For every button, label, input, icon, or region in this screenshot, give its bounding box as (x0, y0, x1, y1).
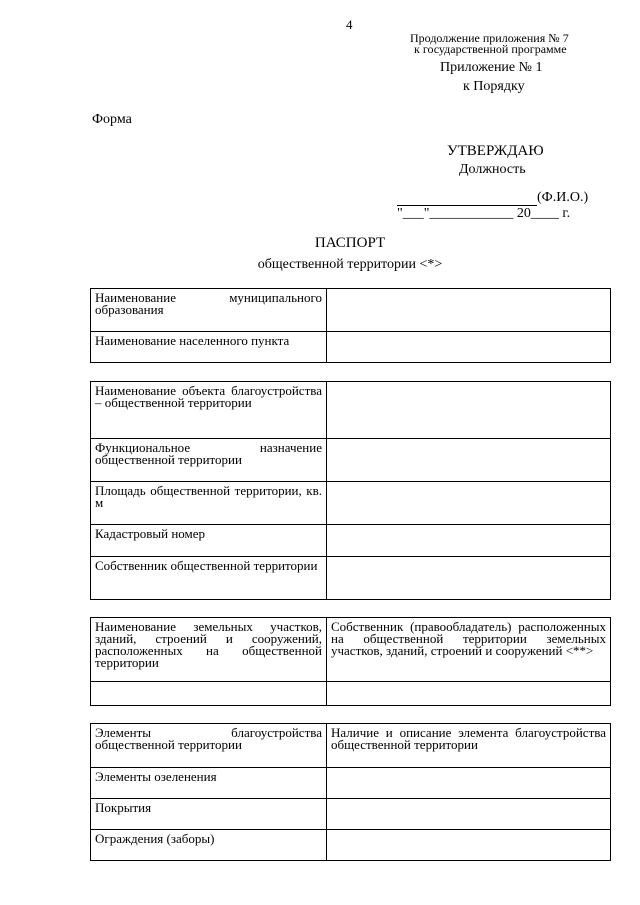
land-plots-table (90, 617, 611, 706)
row-label: Функциональное назначение общественной территории (91, 439, 327, 482)
row-value-field[interactable] (327, 557, 611, 600)
row-value-field[interactable] (327, 768, 611, 799)
appendix-title-line2: к Порядку (463, 79, 525, 94)
table-row (91, 332, 611, 363)
column-header: Собственник (правообладатель) расположенных на общественной территории земельных участков, зданий, строений и сооружений <**> (327, 618, 611, 682)
table-row (91, 557, 611, 600)
column-header: Элементы благоустройства общественной территории (91, 724, 327, 768)
appendix-title-line1: Приложение № 1 (440, 60, 543, 75)
table-row (91, 525, 611, 557)
row-label: Наименование населенного пункта (91, 332, 327, 363)
table-row (91, 439, 611, 482)
cell-field[interactable] (327, 682, 611, 706)
row-label: Собственник общественной территории (91, 557, 327, 600)
table-row (91, 830, 611, 861)
continuation-note-line1: Продолжение приложения № 7 (410, 31, 569, 45)
approval-fio-line (397, 190, 588, 206)
row-label: Наименование объекта благоустройства – общественной территории (91, 382, 327, 439)
row-label: Ограждения (заборы) (91, 830, 327, 861)
row-label: Покрытия (91, 799, 327, 830)
document-subtitle: общественной территории <*> (257, 257, 443, 272)
table-row (91, 382, 611, 439)
row-value-field[interactable] (327, 439, 611, 482)
improvement-elements-table (90, 723, 611, 861)
table-row (91, 482, 611, 525)
row-value-field[interactable] (327, 799, 611, 830)
approval-title: УТВЕРЖДАЮ (447, 143, 544, 159)
row-label: Элементы озеленения (91, 768, 327, 799)
page-number: 4 (346, 17, 353, 32)
signature-line (397, 192, 537, 206)
municipality-table (90, 288, 611, 363)
row-label: Наименование муниципального образования (91, 289, 327, 332)
document-title: ПАСПОРТ (314, 235, 386, 251)
table-row (91, 289, 611, 332)
column-header: Наименование земельных участков, зданий, строений и сооружений, расположенных на общественной территории (91, 618, 327, 682)
table-row (91, 682, 611, 706)
table-header-row (91, 618, 611, 682)
row-value-field[interactable] (327, 525, 611, 557)
continuation-note-line2: к государственной программе (414, 42, 567, 56)
approval-position: Должность (459, 162, 526, 177)
row-value-field[interactable] (327, 289, 611, 332)
column-header: Наличие и описание элемента благоустройства общественной территории (327, 724, 611, 768)
row-value-field[interactable] (327, 830, 611, 861)
territory-info-table (90, 381, 611, 600)
table-header-row (91, 724, 611, 768)
form-label: Форма (92, 112, 132, 127)
row-value-field[interactable] (327, 382, 611, 439)
table-row (91, 799, 611, 830)
row-label: Кадастровый номер (91, 525, 327, 557)
row-label: Площадь общественной территории, кв. м (91, 482, 327, 525)
cell-field[interactable] (91, 682, 327, 706)
table-row (91, 768, 611, 799)
row-value-field[interactable] (327, 332, 611, 363)
approval-fio: (Ф.И.О.) (537, 190, 589, 205)
row-value-field[interactable] (327, 482, 611, 525)
approval-date-line: "___"____________ 20____ г. (397, 206, 571, 221)
